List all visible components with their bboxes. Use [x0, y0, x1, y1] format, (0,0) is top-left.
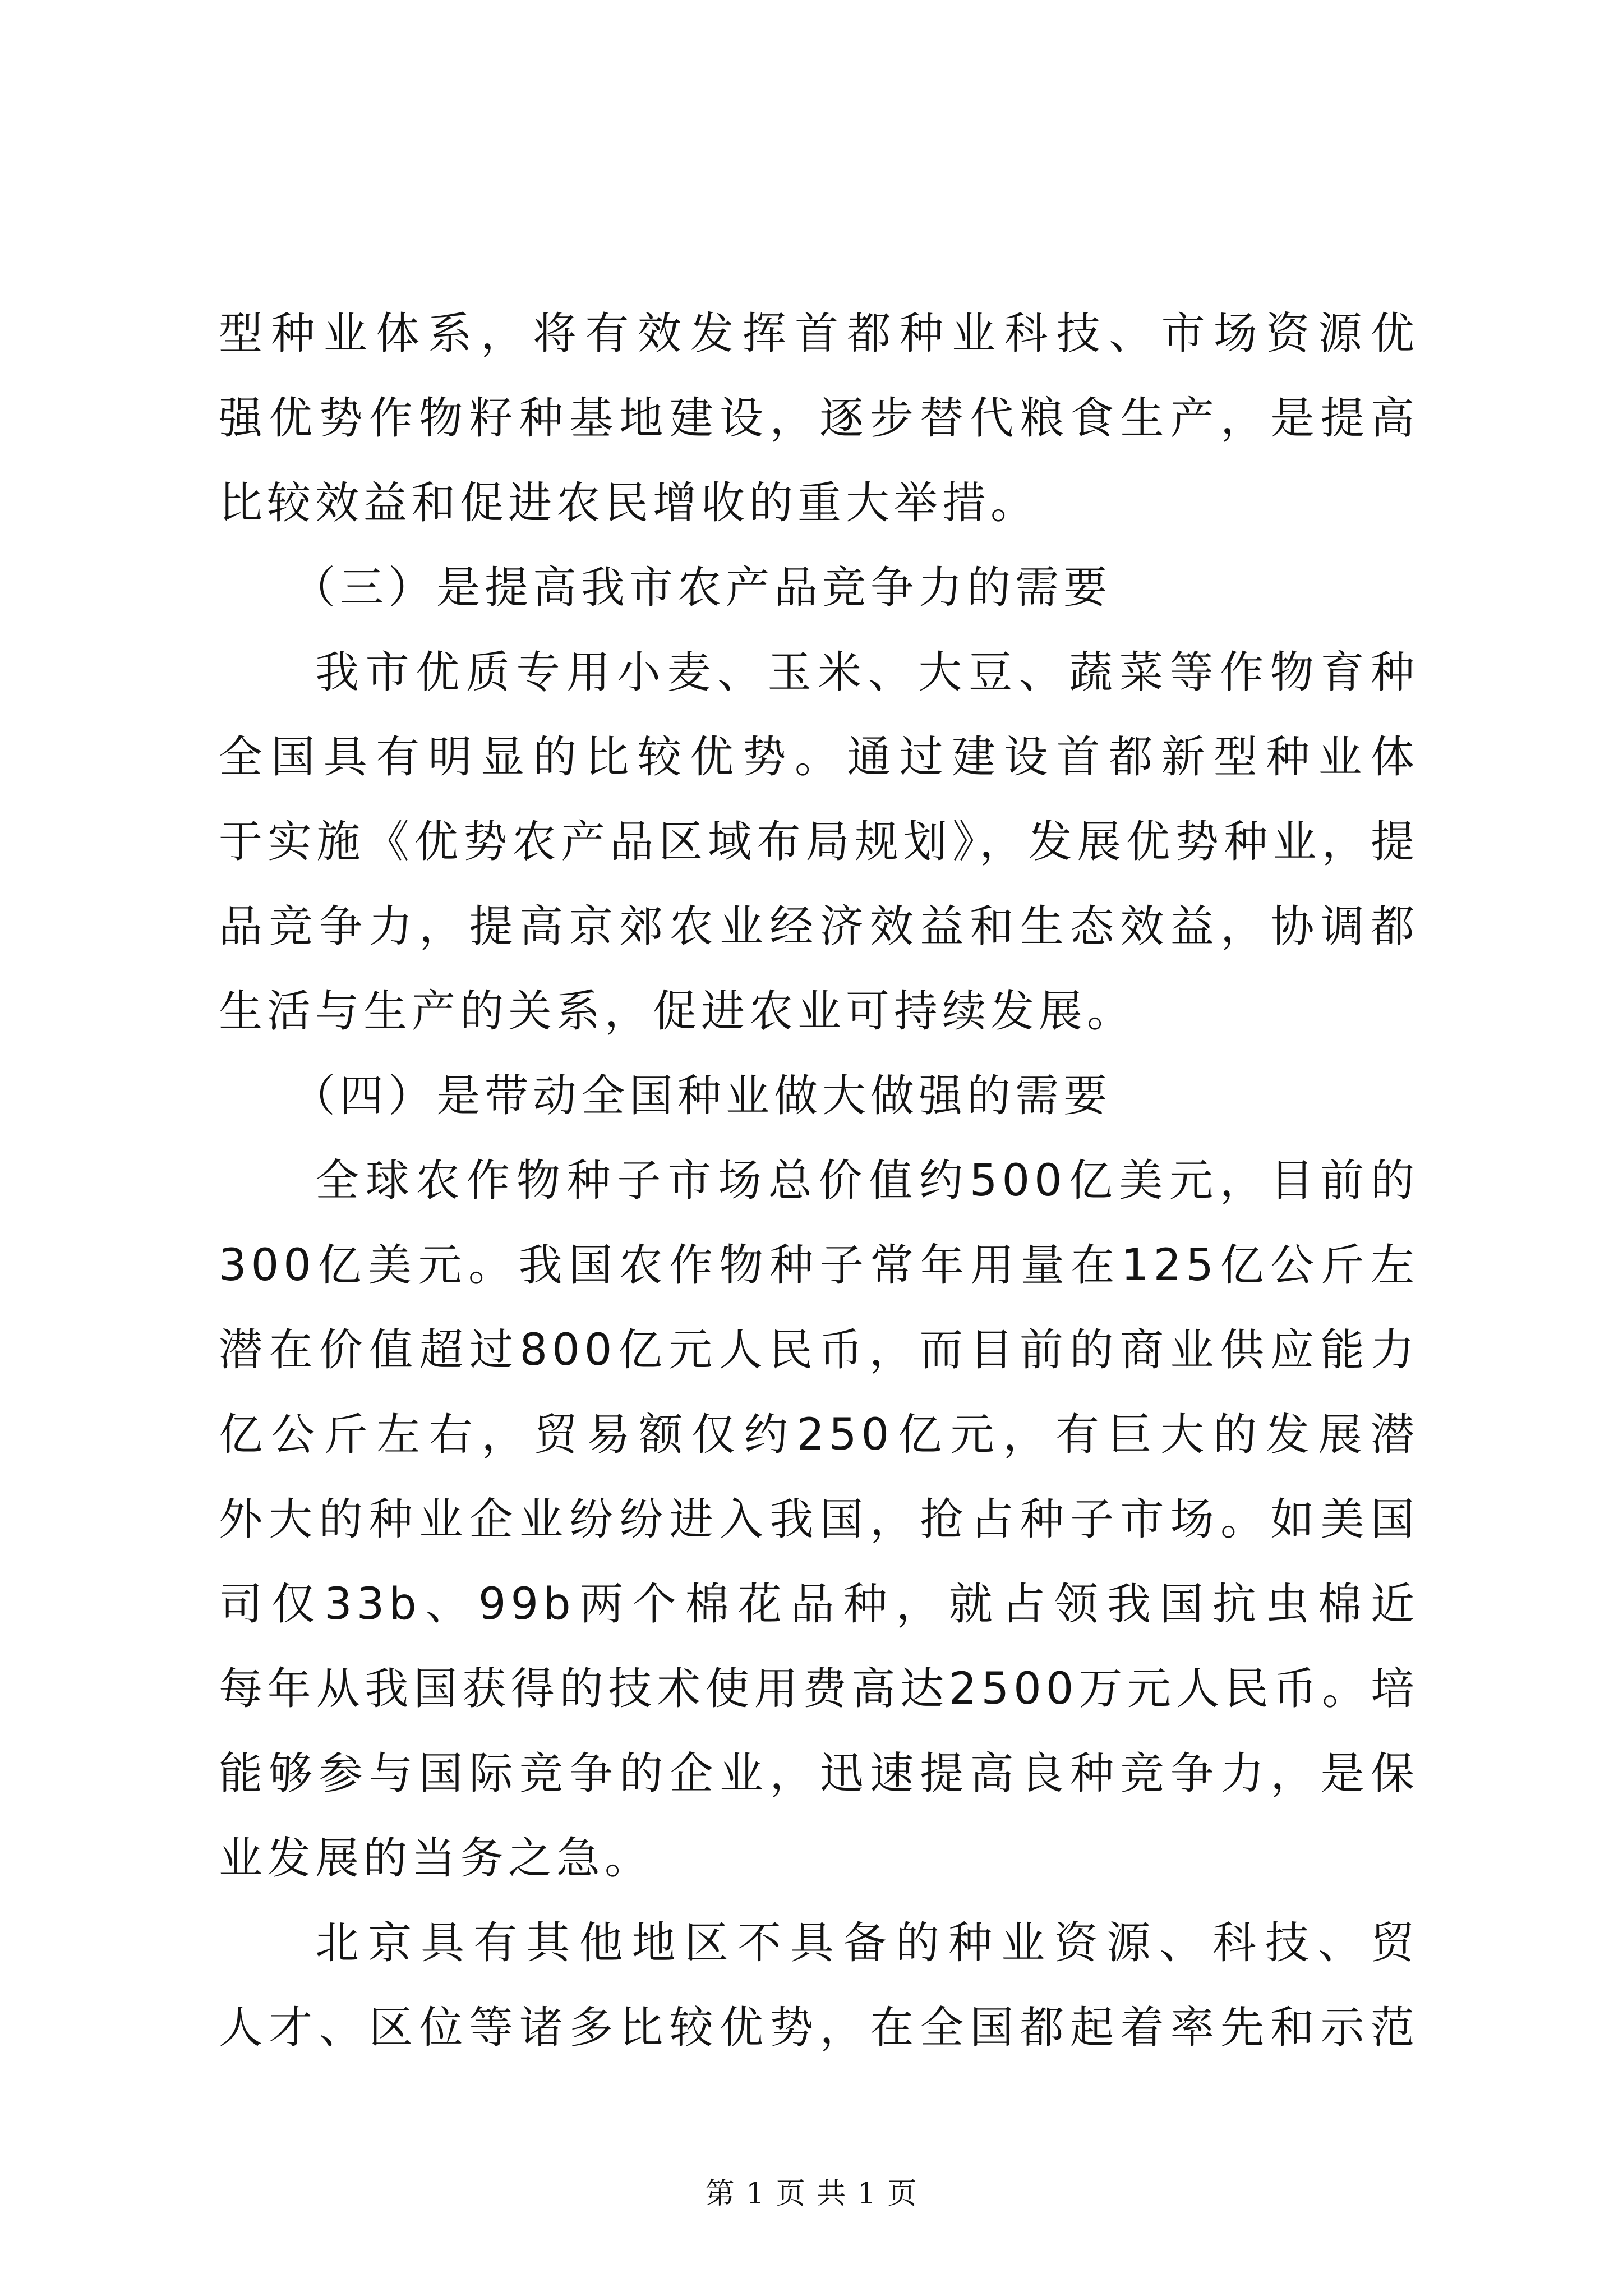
text-line: 全球农作物种子市场总价值约500亿美元，目前的 — [315, 1156, 1419, 1206]
document-body — [219, 292, 1419, 2070]
text-line: 每年从我国获得的技术使用费高达2500万元人民币。培 — [219, 1664, 1419, 1714]
text-line: 能够参与国际竞争的企业，迅速提高良种竞争力，是保 — [219, 1749, 1419, 1799]
text-line: 外大的种业企业纷纷进入我国，抢占种子市场。如美国 — [219, 1494, 1419, 1545]
text-line: （三）是提高我市农产品竞争力的需要 — [292, 563, 1112, 613]
text-line: 北京具有其他地区不具备的种业资源、科技、贸 — [315, 1918, 1419, 1968]
text-line: 生活与生产的关系，促进农业可持续发展。 — [219, 986, 1136, 1037]
text-line: 强优势作物籽种基地建设，逐步替代粮食生产，是提高 — [219, 393, 1419, 444]
text-line: 全国具有明显的比较优势。通过建设首都新型种业体 — [219, 732, 1419, 783]
text-line: 于实施《优势农产品区域布局规划》，发展优势种业，提 — [219, 817, 1419, 867]
text-line: （四）是带动全国种业做大做强的需要 — [292, 1071, 1112, 1121]
text-line: 型种业体系，将有效发挥首都种业科技、市场资源优 — [219, 309, 1419, 359]
text-line: 亿公斤左右，贸易额仅约250亿元，有巨大的发展潜 — [219, 1410, 1419, 1460]
text-line: 业发展的当务之急。 — [219, 1833, 653, 1884]
text-line: 300亿美元。我国农作物种子常年用量在125亿公斤左 — [219, 1240, 1419, 1291]
text-line: 司仅33b、99b两个棉花品种，就占领我国抗虫棉近 — [219, 1579, 1419, 1630]
text-line: 潜在价值超过800亿元人民币，而目前的商业供应能力 — [219, 1325, 1419, 1375]
page-footer: 第 1 页 共 1 页 — [705, 2177, 918, 2211]
text-line: 品竞争力，提高京郊农业经济效益和生态效益，协调都 — [219, 901, 1419, 952]
text-line: 人才、区位等诸多比较优势，在全国都起着率先和示范 — [219, 2003, 1419, 2053]
text-line: 比较效益和促进农民增收的重大举措。 — [219, 478, 1039, 528]
text-line: 我市优质专用小麦、玉米、大豆、蔬菜等作物育种 — [315, 647, 1419, 698]
